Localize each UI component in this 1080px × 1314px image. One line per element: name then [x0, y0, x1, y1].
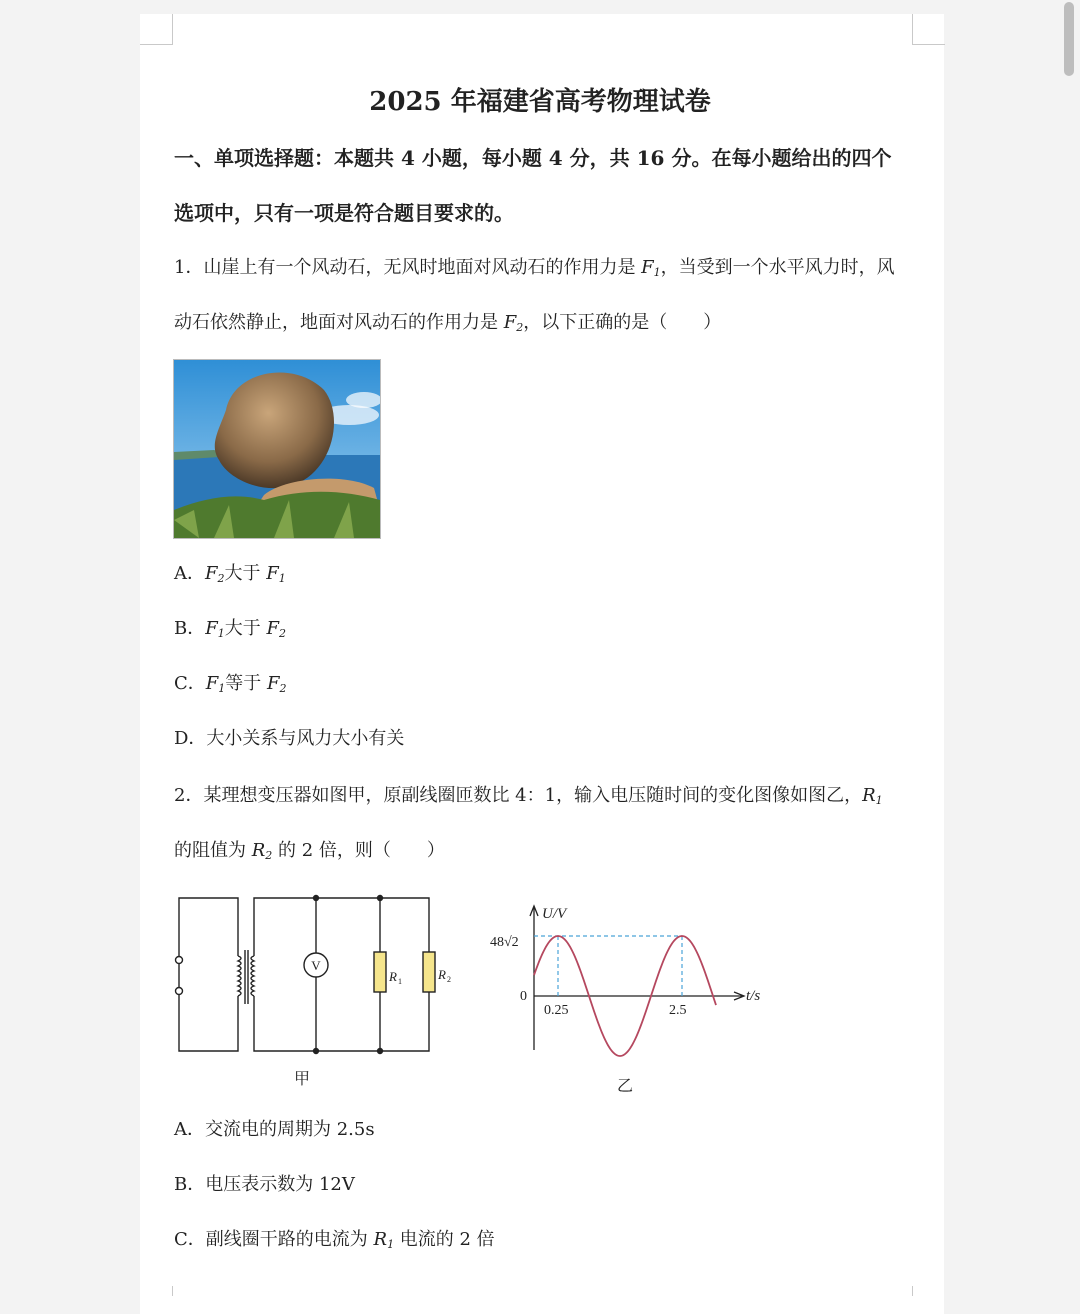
primary-coil	[238, 956, 241, 996]
scrollbar-thumb[interactable]	[1064, 2, 1074, 76]
option-text: 大于	[224, 563, 267, 584]
figure-caption-yi: 乙	[617, 1076, 634, 1095]
q2-text: 的阻值为	[174, 840, 252, 861]
option-label: B．	[174, 618, 206, 639]
tick-0-25: 0.25	[544, 1003, 569, 1018]
scrollbar-track[interactable]	[1058, 0, 1080, 1296]
option-text: 电流的 2 倍	[394, 1229, 495, 1250]
var-f: F	[641, 257, 654, 278]
option-label: C．	[174, 673, 206, 694]
var-f: F	[205, 563, 218, 584]
var-f: F	[267, 673, 280, 694]
q2-option-c[interactable]	[174, 1228, 495, 1257]
page-title: 2025 年福建省高考物理试卷	[369, 87, 711, 117]
sub-1: 1	[875, 794, 883, 807]
x-axis-label: t/s	[746, 988, 761, 1004]
q2-option-a[interactable]: A．交流电的周期为 2.5s	[174, 1119, 375, 1140]
sub-2: 2	[217, 572, 225, 585]
sub-2: 2	[279, 682, 287, 695]
var-f: F	[266, 563, 279, 584]
sub-2: 2	[265, 849, 273, 862]
q1-text-line1	[174, 256, 895, 285]
var-f: F	[205, 673, 219, 694]
q1-option-a[interactable]	[174, 562, 286, 591]
section-heading-line2: 选项中，只有一项是符合题目要求的。	[174, 201, 514, 225]
q1-text-line2	[174, 311, 721, 340]
resistor-r2	[423, 952, 435, 992]
q2-text-line2	[174, 839, 445, 868]
transformer-circuit-diagram	[170, 888, 470, 1088]
q1-text: ，以下正确的是（ ）	[523, 312, 722, 333]
figure-caption-jia: 甲	[294, 1069, 311, 1088]
var-r: R	[862, 785, 876, 806]
voltage-time-graph	[486, 898, 776, 1094]
var-r: R	[373, 1229, 388, 1250]
var-f: F	[503, 312, 517, 333]
sub-1: 1	[217, 627, 225, 640]
r1-label: R	[389, 969, 397, 984]
sub-2: 2	[516, 321, 524, 334]
page-corner-mark	[140, 1286, 173, 1296]
terminal	[176, 957, 183, 964]
y-axis-label: U/V	[542, 906, 567, 922]
q1-text: 1．山崖上有一个风动石，无风时地面对风动石的作用力是	[174, 257, 642, 278]
page-corner-mark	[912, 1286, 945, 1296]
var-r: R	[251, 840, 266, 861]
r1-sub: 1	[398, 977, 402, 986]
q2-option-b[interactable]: B．电压表示数为 12V	[174, 1174, 355, 1195]
r2-sub: 2	[447, 975, 451, 984]
section-heading-line1: 一、单项选择题：本题共 4 小题，每小题 4 分，共 16 分。在每小题给出的四个	[174, 146, 892, 170]
sub-1: 1	[218, 682, 226, 695]
balancing-rock-photo	[173, 359, 381, 539]
option-label: A．	[174, 563, 205, 584]
var-f: F	[266, 618, 279, 639]
resistor-r1	[374, 952, 386, 992]
q2-text: 2．某理想变压器如图甲，原副线圈匝数比 4：1，输入电压随时间的变化图像如图乙，	[174, 785, 863, 806]
option-text: 大于	[224, 618, 267, 639]
y-max-label: 48√2	[490, 935, 519, 950]
q2-text-line1	[174, 784, 883, 813]
sub-1: 1	[387, 1238, 395, 1251]
sub-1: 1	[278, 572, 286, 585]
q1-text: ，当受到一个水平风力时，风	[660, 257, 895, 278]
page-corner-mark	[140, 14, 173, 45]
q1-option-d[interactable]: D．大小关系与风力大小有关	[174, 728, 405, 749]
voltmeter-label: V	[311, 958, 321, 973]
origin-label: 0	[520, 989, 527, 1004]
q1-option-b[interactable]	[174, 617, 286, 646]
sub-1: 1	[653, 266, 661, 279]
q1-option-c[interactable]	[174, 672, 287, 701]
q1-text: 动石依然静止，地面对风动石的作用力是	[174, 312, 504, 333]
sub-2: 2	[278, 627, 286, 640]
page-corner-mark	[912, 14, 945, 45]
terminal	[176, 988, 183, 995]
var-f: F	[205, 618, 218, 639]
tick-2-5: 2.5	[669, 1003, 687, 1018]
r2-label: R	[438, 967, 446, 982]
option-text: C．副线圈干路的电流为	[174, 1229, 374, 1250]
option-text: 等于	[225, 673, 268, 694]
q2-text: 的 2 倍，则（ ）	[272, 840, 445, 861]
